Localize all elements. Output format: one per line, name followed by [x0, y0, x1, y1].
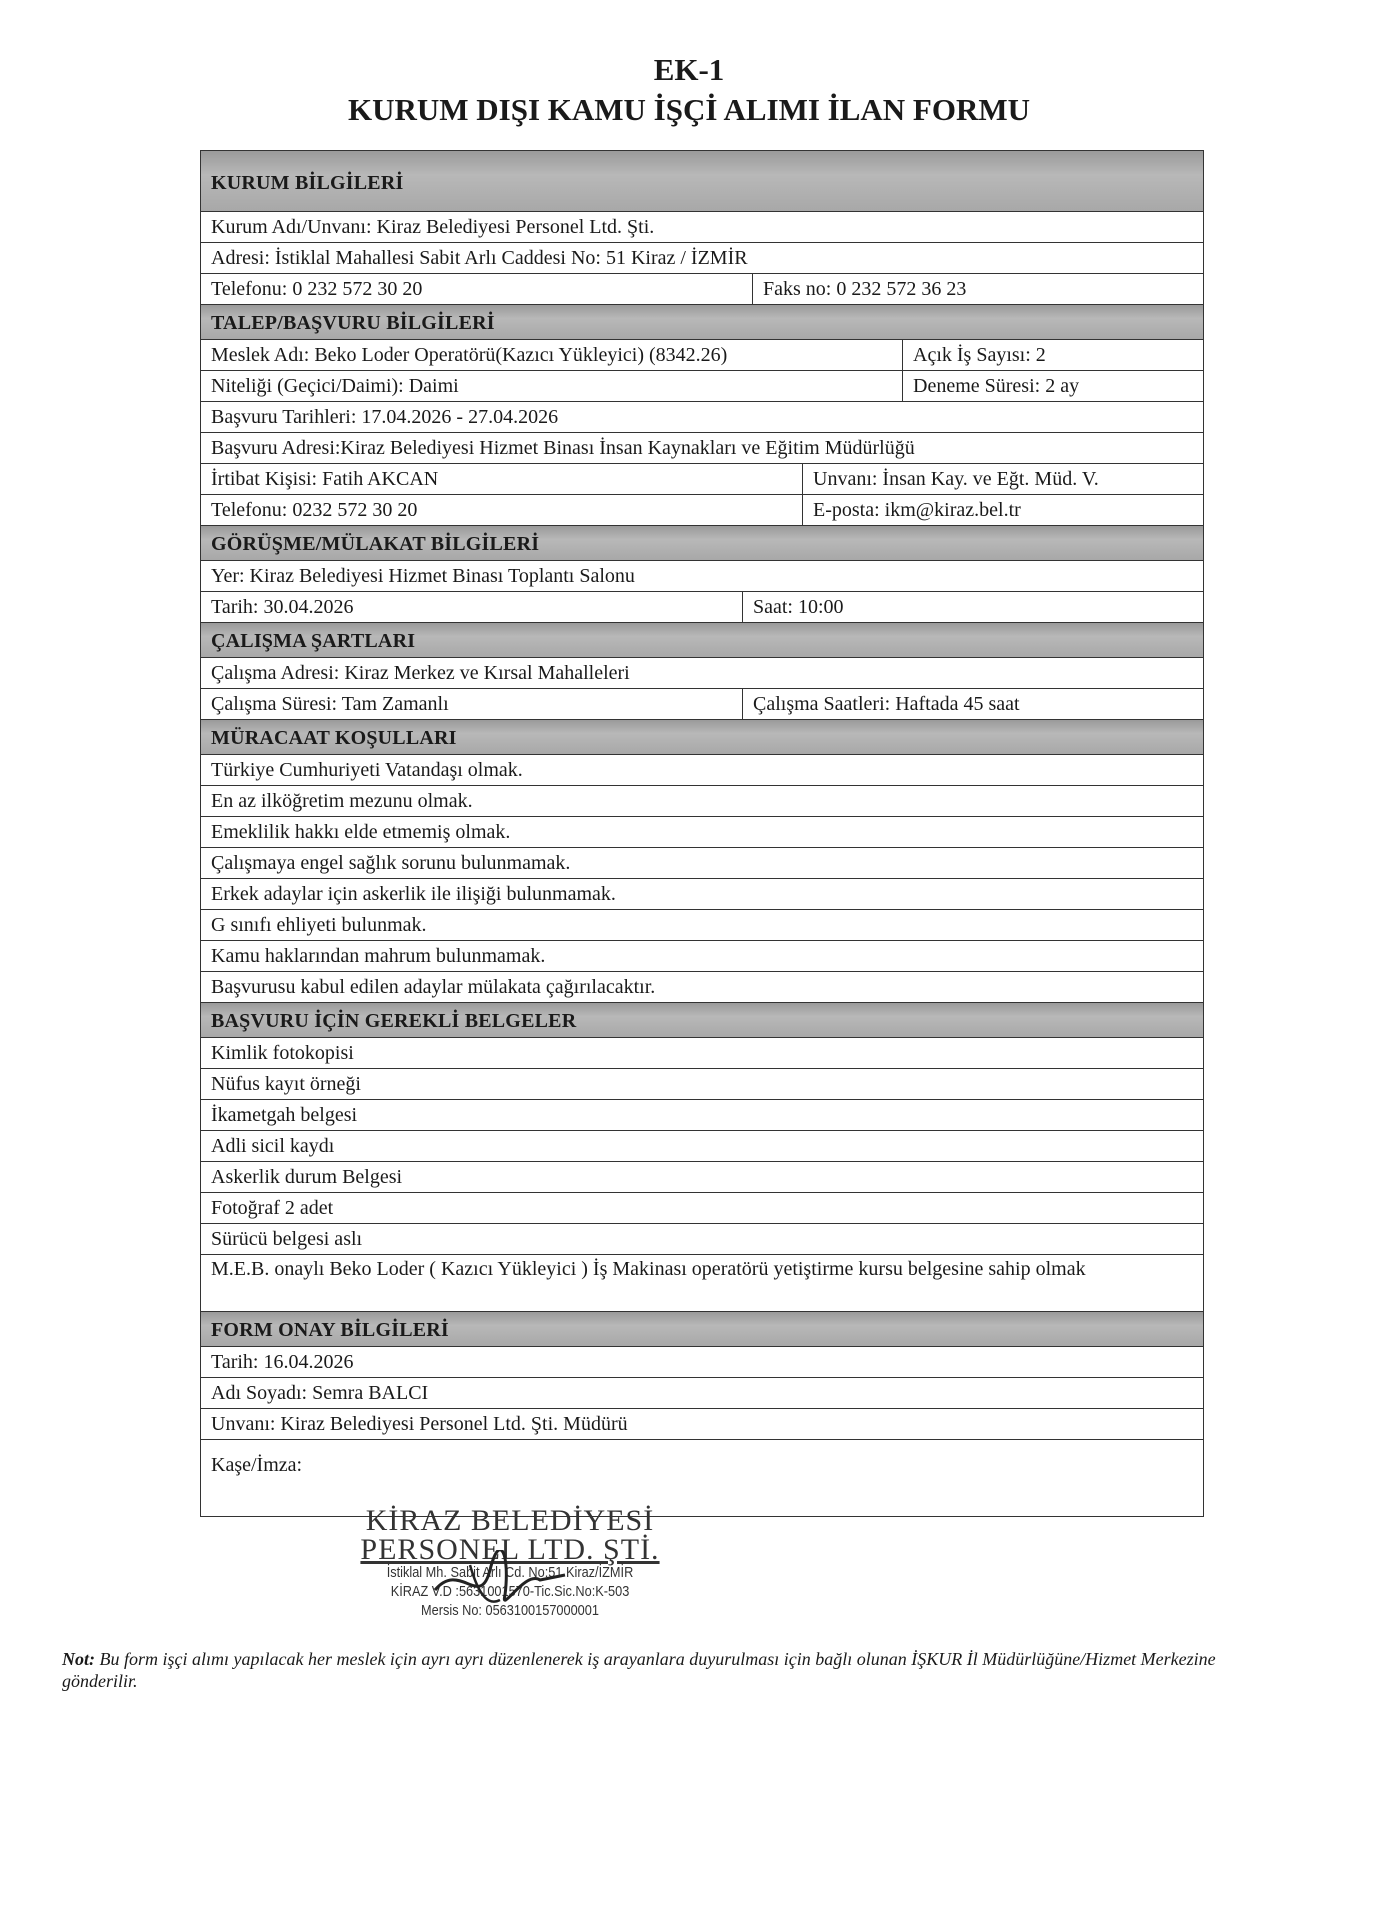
section-calisma-heading: ÇALIŞMA ŞARTLARI: [201, 623, 1203, 658]
requirement-item: G sınıfı ehliyeti bulunmak.: [211, 914, 427, 936]
requirement-item: Çalışmaya engel sağlık sorunu bulunmamak.: [211, 852, 571, 874]
application-dates: Başvuru Tarihleri: 17.04.2026 - 27.04.2026: [211, 406, 559, 428]
stamp-line: İstiklal Mh. Sabit Arlı Cd. No:51 Kiraz/İZMİR: [386, 1564, 634, 1581]
note-label: Not:: [62, 1649, 95, 1669]
work-address: Çalışma Adresi: Kiraz Merkez ve Kırsal Mahalleleri: [211, 662, 630, 684]
note-text: Bu form işçi alımı yapılacak her meslek için ayrı ayrı düzenlenerek iş arayanlara duyurulması için bağlı olunan İŞKUR İl Müdürlüğüne/Hizmet Merkezine gönderilir.: [62, 1649, 1216, 1691]
stamp-line: PERSONEL LTD. ŞTİ.: [360, 1533, 660, 1566]
stamp-line: Mersis No: 0563100157000001: [421, 1602, 599, 1619]
requirement-item: Kamu haklarından mahrum bulunmamak.: [211, 945, 546, 967]
stamp-line: KİRAZ V.D :5631001570-Tic.Sic.No:K-503: [390, 1583, 630, 1600]
contact-email: E-posta: ikm@kiraz.bel.tr: [802, 495, 1203, 525]
institution-fax: Faks no: 0 232 572 36 23: [752, 274, 1203, 304]
open-positions: Açık İş Sayısı: 2: [902, 340, 1203, 370]
contact-person: İrtibat Kişisi: Fatih AKCAN: [211, 468, 439, 490]
section-muracaat-heading: MÜRACAAT KOŞULLARI: [201, 720, 1203, 755]
approval-date: Tarih: 16.04.2026: [211, 1351, 354, 1373]
contact-title: Unvanı: İnsan Kay. ve Eğt. Müd. V.: [802, 464, 1203, 494]
application-address: Başvuru Adresi:Kiraz Belediyesi Hizmet Binası İnsan Kaynakları ve Eğitim Müdürlüğü: [211, 437, 915, 459]
approver-title: Unvanı: Kiraz Belediyesi Personel Ltd. Şti. Müdürü: [211, 1413, 628, 1435]
requirement-item: Emeklilik hakkı elde etmemiş olmak.: [211, 821, 511, 843]
requirement-item: Erkek adaylar için askerlik ile ilişiği bulunmamak.: [211, 883, 616, 905]
footnote: [62, 1648, 1272, 1692]
work-duration: Çalışma Süresi: Tam Zamanlı: [211, 693, 449, 715]
stamp-line: KİRAZ BELEDİYESİ: [365, 1504, 655, 1537]
section-belgeler-heading: BAŞVURU İÇİN GEREKLİ BELGELER: [201, 1003, 1203, 1038]
job-posting-form: [200, 150, 1204, 1517]
section-gorusme-heading: GÖRÜŞME/MÜLAKAT BİLGİLERİ: [201, 526, 1203, 561]
trial-period: Deneme Süresi: 2 ay: [902, 371, 1203, 401]
document-item: M.E.B. onaylı Beko Loder ( Kazıcı Yükleyici ) İş Makinası operatörü yetiştirme kursu belgesine sahip olmak: [211, 1258, 1086, 1280]
signature-icon: [430, 1550, 570, 1620]
annex-label: EK-1: [653, 52, 725, 87]
job-title: Meslek Adı: Beko Loder Operatörü(Kazıcı Yükleyici) (8342.26): [211, 344, 728, 366]
interview-place: Yer: Kiraz Belediyesi Hizmet Binası Toplantı Salonu: [211, 565, 635, 587]
section-kurum-heading: KURUM BİLGİLERİ: [201, 151, 1203, 212]
document-item: Fotoğraf 2 adet: [211, 1197, 334, 1219]
requirement-item: Başvurusu kabul edilen adaylar mülakata çağırılacaktır.: [211, 976, 656, 998]
form-title: KURUM DIŞI KAMU İŞÇİ ALIMI İLAN FORMU: [347, 92, 1031, 127]
institution-address: Adresi: İstiklal Mahallesi Sabit Arlı Caddesi No: 51 Kiraz / İZMİR: [211, 247, 748, 269]
interview-date: Tarih: 30.04.2026: [211, 596, 354, 618]
document-item: Askerlik durum Belgesi: [211, 1166, 403, 1188]
requirement-item: Türkiye Cumhuriyeti Vatandaşı olmak.: [211, 759, 523, 781]
requirement-item: En az ilköğretim mezunu olmak.: [211, 790, 473, 812]
interview-time: Saat: 10:00: [742, 592, 1203, 622]
employment-type: Niteliği (Geçici/Daimi): Daimi: [211, 375, 459, 397]
approver-name: Adı Soyadı: Semra BALCI: [211, 1382, 429, 1404]
institution-phone: Telefonu: 0 232 572 30 20: [211, 278, 423, 300]
work-hours: Çalışma Saatleri: Haftada 45 saat: [742, 689, 1203, 719]
section-onay-heading: FORM ONAY BİLGİLERİ: [201, 1312, 1203, 1347]
stamp-signature-label: Kaşe/İmza:: [211, 1454, 303, 1476]
institution-name: Kurum Adı/Unvanı: Kiraz Belediyesi Personel Ltd. Şti.: [211, 216, 655, 238]
document-item: Adli sicil kaydı: [211, 1135, 335, 1157]
section-talep-heading: TALEP/BAŞVURU BİLGİLERİ: [201, 305, 1203, 340]
contact-phone: Telefonu: 0232 572 30 20: [211, 499, 418, 521]
document-item: İkametgah belgesi: [211, 1104, 358, 1126]
document-item: Sürücü belgesi aslı: [211, 1228, 363, 1250]
document-item: Kimlik fotokopisi: [211, 1042, 354, 1064]
document-item: Nüfus kayıt örneği: [211, 1073, 361, 1095]
